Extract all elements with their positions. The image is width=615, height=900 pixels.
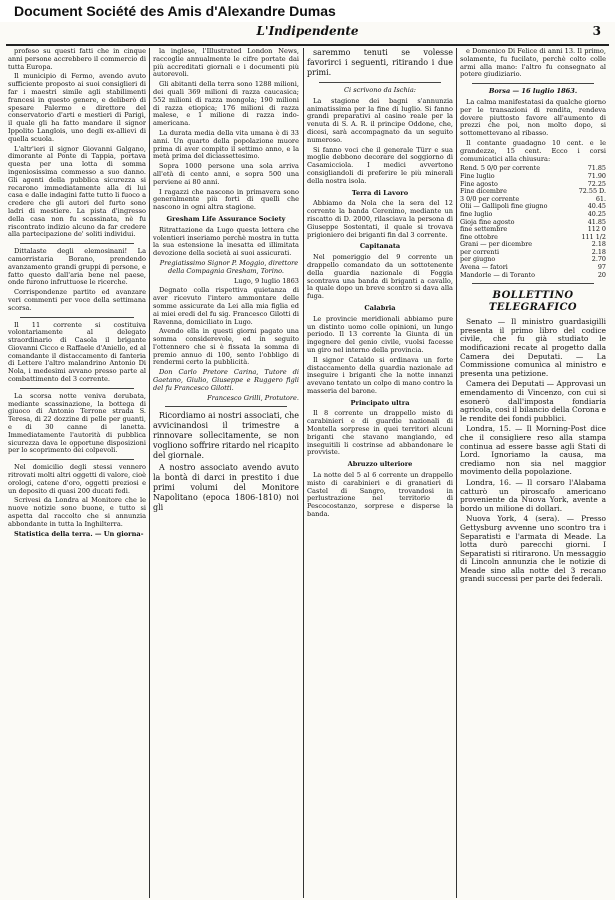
quote-label: Fine luglio <box>460 171 495 180</box>
signature: Pregiatissimo Signor P. Moggio, direttore della Compagnia Gresham, Torino. <box>159 258 299 275</box>
quote-label: fine luglio <box>460 209 493 218</box>
paragraph: Dittalaste degli elemosinani! La camorristaria Borano, prendendo avanzamento grandi gruppi di persone, e fatto questo dall'aria bene nel paese, onde furono infruttuose le ricerche. <box>8 247 146 287</box>
paragraph: Il contante guadagno 10 cent. e le grandezze, 15 cent. Ecco i corsi comunicatici alla chiusura: <box>460 138 606 163</box>
paragraph: Nel domicilio degli stessi vennero ritrovati molti altri oggetti di valore, cioè orologi, catene d'oro, oggetti preziosi e un deposito di quasi 200 ducati fedi. <box>8 463 146 495</box>
quote-label: per giugno <box>460 255 496 264</box>
section-heading: Ci scrivono da Ischia: <box>343 86 417 94</box>
quote-label: Olii — Gallipoli fine giugno <box>460 202 548 211</box>
column-3 <box>307 48 453 898</box>
quote-value: 72.25 <box>587 179 606 188</box>
page-number: 3 <box>592 24 601 38</box>
quote-row <box>460 272 606 280</box>
quote-label: fine settembre <box>460 225 508 234</box>
paragraph: Il 11 corrente si costituiva volontariamente al delegato straordinario di Casola il brigante Giovanni Cicco e Raffaele d'Aniello, ed al comandante il distaccamento di fanteria di Lettere l'altro malandrino Antonio Di Nola, i medesimi avvano presso parte al combattimento del 3 corrente. <box>8 320 146 384</box>
paragraph: La stagione dei bagni s'annunzia animatissima per la fine di luglio. Si fanno grandi preparativi al casino reale per la venuta di S. A. R. il principe Oddone, che, dicesi, sarà accompagnato da un seguito numeroso. <box>307 96 453 144</box>
section-rule <box>20 317 134 318</box>
quote-label: Gioja fine agosto <box>460 217 515 226</box>
quote-value: 111 1/2 <box>581 232 606 241</box>
paragraph: La notte del 5 al 6 corrente un drappello misto di carabinieri e di granatieri di Castel di Sangro, trovandosi in perlustrazione nel territorio di Pescocostanzo, sorprese e disperse la banda. <box>307 471 453 519</box>
signature: Don Carlo Pretore Carina, Tutore di Gaetano, Giulio, Giuseppe e Ruggero figli del fu Francesco Gilotti. <box>153 368 299 392</box>
signature: Francesco Grilli, Protutore. <box>207 393 299 402</box>
paragraph: Si fanno voci che il generale Türr e sua moglie debbono decorare del soggiorno di Casamicciola. I medici avvertono consigliandoli di preferire le più minerali della nostra isola. <box>307 145 453 185</box>
paragraph: Abbiamo da Nola che la sera del 12 corrente la banda Cerenimo, mediante un riscatto di D. 2000, rilasciava la persona di Giuseppe Sostentati, il quale si trovava prigioniero dei briganti fin dal 3 corrente. <box>307 199 453 239</box>
paragraph: Il 8 corrente un drappello misto di carabinieri e di guardie nazionali di Montella sorprese in quei territori alcuni briganti che stavano mangiando, ed inseguitili li costrinse ad abbandonare le provviste. <box>307 409 453 457</box>
section-rule <box>165 406 287 407</box>
paragraph: Il municipio di Fermo, avendo avuto sufficiente proposto ai suoi consiglieri di far i maestri simile agli stabilimenti francesi in questo genere, e deliberò di spesare Palermo e direttore del conservatorio d'arti e mestieri di Parigi, il quale gli ha fatto mandare il signor Ippolito Langlois, uno degli ex-allievi di quella scuola. <box>8 72 146 143</box>
section-heading: Principato ultra <box>350 398 410 407</box>
column-divider <box>456 48 457 898</box>
quote-value: 71.90 <box>587 171 606 180</box>
quote-value: 112 0 <box>587 225 606 234</box>
paragraph: A nostro associato avendo avuto la bontà di darci in prestito i due primi volumi del Monitore Napolitano (epoca 1806-1810) noi gli <box>153 463 299 513</box>
paragraph: Degnato colla rispettiva quietanza di aver ricevuto l'intero ammontare delle somme assicurate da Lei alla mia figlia ed ai miei eredi del fu sig. Francesco Gilotti di Ravenna, domiciliato in Lugo. <box>153 286 299 326</box>
section-heading: Gresham Life Assurance Society <box>166 214 286 223</box>
paragraph: Statistica della terra. — Un giorna- <box>14 529 144 538</box>
quote-value: 20 <box>597 270 606 279</box>
paragraph: Scrivesi da Londra al Monitore che le nuove notizie sono buone, e tutto si aspetta dal raccolto che si annunzia abbondante in tutta la Inghilterra. <box>8 496 146 528</box>
paragraph: Londra, 15. — Il Morning-Post dice che il consigliere reso alla stampa continua ad essere basse agli Stati di Lord. Ignoriamo la causa, ma crediamo non sia nel maggior movimento della popolazione. <box>460 424 606 477</box>
paragraph: La calma manifestatasi da qualche giorno per le transazioni di rendita, rendeva dovere piuttosto favore all'aumento di prezzi che poi, non molto dopo, si sottomettevano al ribasso. <box>460 97 606 138</box>
quote-label: Fine dicembre <box>460 187 507 196</box>
paragraph: la inglese, l'Illustrated London News, raccoglie annualmente le cifre portate dai più accreditati giornali e i documenti più autorevoli. <box>153 48 299 79</box>
quote-label: fine ottobre <box>460 232 498 241</box>
paragraph: La scorsa notte veniva derubata, mediante scassinazione, la bottega di giuoco di Antonio Terrone strada S. Teresa, di 22 dozzine di pelle per guanti, e di 30 canne di lanetta. Immediatamente l'autorità di pubblica sicurezza dava le opportune disposizioni per lo scoprimento dei colpevoli. <box>8 391 146 455</box>
quote-value: 40.45 <box>587 202 606 211</box>
column-divider <box>149 48 150 898</box>
section-rule <box>472 283 594 284</box>
section-rule <box>472 83 594 84</box>
masthead <box>6 24 609 42</box>
paragraph: e Domenico Di Felice di anni 13. Il primo, solamente, fu fucilato, perchè colto colle armi alla mano: l'altro fu consegnato al potere giudiziario. <box>460 48 606 79</box>
section-heading: Calabria <box>364 303 396 312</box>
document-caption: Document Société des Amis d'Alexandre Dumas <box>0 0 615 22</box>
quote-value: 72.55 D. <box>578 187 606 196</box>
column-divider <box>303 48 304 898</box>
column-4 <box>460 48 606 898</box>
section-heading: Capitanata <box>359 242 401 251</box>
section-rule <box>319 82 441 83</box>
quote-value: 40.25 <box>587 209 606 218</box>
paragraph: Sopra 1000 persone una sola arriva all'età di cento anni, e sopra 500 una perviene ai 80 anni. <box>153 162 299 186</box>
paragraph: saremmo tenuti se volesse favorirci i seguenti, ritirando i due primi. <box>307 48 453 77</box>
section-rule <box>20 388 134 389</box>
section-rule <box>20 243 134 244</box>
quote-label: Grani — per dicembre <box>460 240 533 249</box>
column-2 <box>153 48 299 898</box>
telegraph-bulletin-heading: BOLLETTINO TELEGRAFICO <box>488 290 578 314</box>
dateline: Lugo, 9 luglio 1863 <box>234 276 299 285</box>
paragraph: La durata media della vita umana è di 33 anni. Un quarto della popolazione muore prima di aver compito il settimo anno, e la metà prima del diciassettesimo. <box>153 128 299 161</box>
quote-label: Rend. 5 0/0 per corrente <box>460 164 541 173</box>
section-heading: Abruzzo ulteriore <box>347 460 413 469</box>
column-1 <box>8 48 146 898</box>
quote-value: 2.18 <box>591 247 606 256</box>
paragraph: Gli abitanti della terra sono 1288 milioni, dei quali 369 milioni di razza caucasica; 552 milioni di razza mongola; 190 milioni di razza etiopica; 176 milioni di razza malese, e 1 milione di razza indo-americana. <box>153 80 299 128</box>
section-rule <box>20 459 134 460</box>
quote-value: 61. <box>595 194 606 203</box>
header-rule <box>6 44 609 46</box>
paragraph: Senato — Il ministro guardasigilli presenta il primo libro del codice civile, che fu già studiato le modificazioni recate al progetto dalla Camera dei Deputati. — La Commissione comunica al ministro e presenta una petizione. <box>460 317 606 378</box>
section-heading: Terra di Lavoro <box>351 188 409 197</box>
quote-value: 97 <box>597 263 606 272</box>
paragraph: profeso su questi fatti che in cinque anni persone accrebbero il commercio di tutta Europa. <box>8 48 146 71</box>
section-heading: Borsa — 16 luglio 1863. <box>488 87 578 96</box>
paragraph: Le provincie meridionali abbiamo pure un distinto uomo colle opinioni, un lungo periodo. Il 13 corrente la Giunta di un ingegnere del genio civile, vuolsi facesse un giro nel interno della provincia. <box>307 314 453 354</box>
paragraph: L'altr'ieri il signor Giovanni Galgano, dimorante al Ponte di Tappia, portava questa per una lotta di somma ingeniosissima commesso a suo danno. Gli agenti della pubblica sicurezza si recarono immediatamente alla di lui casa e dalle indagini fatte tutto li fuoco a credere che gli autori del furto sono ladri di mestiere. La pista d'ingresso della casa non fu scassinata, nè fu riscontrato indizio alcuno da far credere alla partecipazione de' soliti individui. <box>8 144 146 239</box>
quote-value: 71.85 <box>587 164 606 173</box>
paragraph: Camera dei Deputati — Approvasi un emendamento di Vincenzo, con cui si esonerò dall'imposta fondiaria agricola, così il bilancio della Corona e le rendite dei fondi pubblici. <box>460 379 606 423</box>
newspaper-title: L'Indipendente <box>256 24 359 38</box>
quote-value: 2.70 <box>591 255 606 264</box>
paragraph: Il signor Cataldo si ordinava un forte distaccamento della guardia nazionale ad inseguire i briganti che la notte innanzi avevano tentato un colpo di mano contro la masseria del barone. <box>307 355 453 395</box>
paragraph: Nuova York, 4 (sera). — Presso Gettysburg avvenne uno scontro tra i Separatisti e l'armata di Meade. La lotta durò parecchi giorni. I Separatisti si ritirarono. Un messaggio di Lincoln annunzia che le notizie di Meade sino alla notte del 3 recano grandi successi per parte dei federali. <box>460 514 606 584</box>
paragraph: Londra, 16. — Il corsaro l'Alabama catturò un piroscafo americano proveniente da Nuova York, avente a bordo un milione di dollari. <box>460 477 606 513</box>
paragraph: Ritrattazione da Lugo questa lettera che volentieri inseriamo perchè mostra in tutta la sua estensione la inesatta ed illimitata devozione della società ai suoi assicurati. <box>153 225 299 258</box>
quote-value: 2.18 <box>591 240 606 249</box>
paragraph: Avendo ella in questi giorni pagato una somma considerevole, ed in seguito l'ottennero che si è fissata la somma di premio annuo di 100, sento l'obbligo di rendermi certo la pubblicità. <box>153 327 299 367</box>
quote-label: per correnti <box>460 247 500 256</box>
quote-label: Avena — fatori <box>460 263 508 272</box>
paragraph: Nel pomeriggio del 9 corrente un drappello comandato da un sottotenente della guardia nazionale di Foggia scontrava una banda di briganti a cavallo, la quale dopo un breve scontro si dava alla fuga. <box>307 253 453 301</box>
quote-label: Fine agosto <box>460 179 498 188</box>
paragraph: Ricordiamo ai nostri associati, che avvicinandosi il trimestre a rinnovare sollecitamente, se non vogliono soffrire ritardo nel ricapito del giornale. <box>153 411 299 461</box>
paragraph: I ragazzi che nascono in primavera sono generalmente più forti di quelli che nascono in ogni altra stagione. <box>153 187 299 212</box>
paragraph: Corrispondenze partito ed avanzare veri commenti per voce della settimana scorsa. <box>8 288 146 312</box>
market-quotes <box>460 165 606 279</box>
quote-label: 3 0/0 per corrente <box>460 194 520 203</box>
quote-value: 41.85 <box>587 217 606 226</box>
quote-label: Mandorle — di Toranto <box>460 270 535 279</box>
